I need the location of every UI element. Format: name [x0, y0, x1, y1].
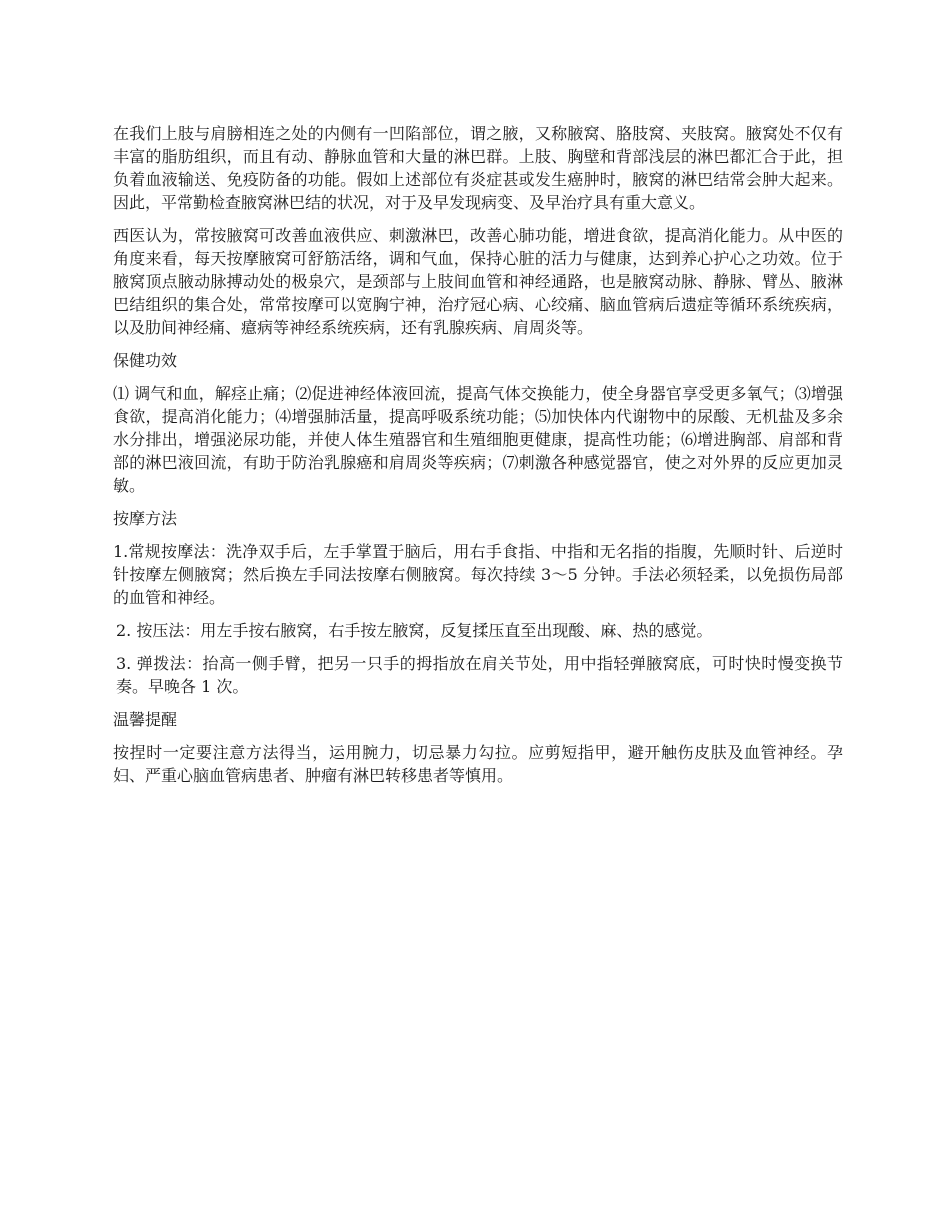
intro-paragraph: 在我们上肢与肩膀相连之处的内侧有一凹陷部位，谓之腋，又称腋窝、胳肢窝、夹肢窝。腋窝处不仅有丰富的脂肪组织，而且有动、静脉血管和大量的淋巴群。上肢、胸壁和背部浅层的淋巴都汇合于此，担负着血液输送、免疫防备的功能。假如上述部位有炎症甚或发生癌肿时，腋窝的淋巴结常会肿大起来。因此，平常勤检查腋窝淋巴结的状况，对于及早发现病变、及早治疗具有重大意义。 [113, 124, 843, 212]
western-medicine-paragraph: 西医认为，常按腋窝可改善血液供应、刺激淋巴，改善心肺功能，增进食欲，提高消化能力。从中医的角度来看，每天按摩腋窝可舒筋活络，调和气血，保持心脏的活力与健康，达到养心护心之功效。位于腋窝顶点腋动脉搏动处的极泉穴，是颈部与上肢间血管和神经通路，也是腋窝动脉、静脉、臂丛、腋淋巴结组织的集合处，常常按摩可以宽胸宁神，治疗冠心病、心绞痛、脑血管病后遗症等循环系统疾病，以及肋间神经痛、癔病等神经系统疾病，还有乳腺疾病、肩周炎等。 [113, 226, 843, 337]
method-2-paragraph: 2. 按压法：用左手按右腋窝，右手按左腋窝，反复揉压直至出现酸、麻、热的感觉。 [116, 621, 713, 640]
section-heading-warm-tips: 温馨提醒 [113, 710, 178, 729]
method-1-paragraph: 1.常规按摩法：洗净双手后，左手掌置于脑后，用右手食指、中指和无名指的指腹，先顺时针、后逆时针按摩左侧腋窝；然后换左手同法按摩右侧腋窝。每次持续 3～5 分钟。手法必须轻柔，以免损伤局部的血管和神经。 [113, 542, 843, 607]
warm-tips-paragraph: 按捏时一定要注意方法得当，运用腕力，切忌暴力勾拉。应剪短指甲，避开触伤皮肤及血管神经。孕妇、严重心脑血管病患者、肿瘤有淋巴转移患者等慎用。 [113, 743, 843, 785]
method-3-paragraph: 3. 弹拨法：抬高一侧手臂，把另一只手的拇指放在肩关节处，用中指轻弹腋窝底，可时快时慢变换节奏。早晚各 1 次。 [116, 654, 843, 696]
document-body [113, 122, 843, 797]
section-heading-massage-methods: 按摩方法 [113, 509, 178, 528]
health-benefits-paragraph: ⑴ 调气和血，解痉止痛；⑵促进神经体液回流，提高气体交换能力，使全身器官享受更多氧气；⑶增强食欲，提高消化能力；⑷增强肺活量，提高呼吸系统功能；⑸加快体内代谢物中的尿酸、无机盐及多余水分排出，增强泌尿功能，并使人体生殖器官和生殖细胞更健康，提高性功能；⑹增进胸部、肩部和背部的淋巴液回流，有助于防治乳腺癌和肩周炎等疾病；⑺刺激各种感觉器官，使之对外界的反应更加灵敏。 [113, 384, 843, 495]
section-heading-health-benefits: 保健功效 [113, 351, 178, 370]
